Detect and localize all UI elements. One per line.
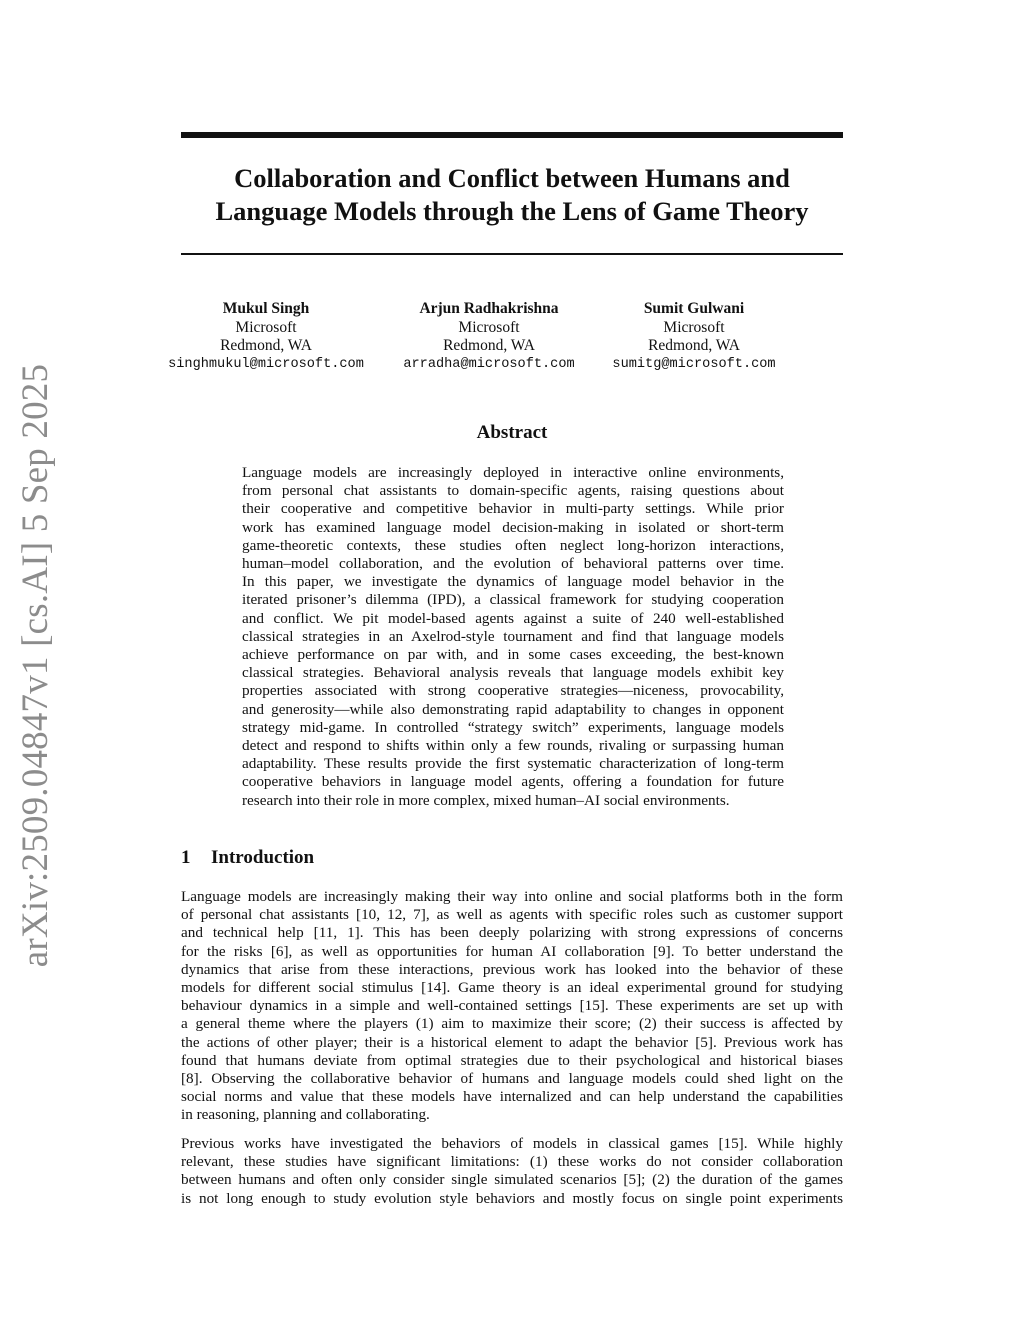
text-line: and conflict. We pit model-based agents against a suite of 240 well-established <box>242 609 784 627</box>
author-email: sumitg@microsoft.com <box>612 356 776 372</box>
text-line: social norms and value that these models have internalized and can help understand the capabilities <box>181 1088 843 1106</box>
text-line: in reasoning, planning and collaborating. <box>181 1106 430 1124</box>
text-line: properties associated with strong cooperative strategies—niceness, provocability, <box>242 682 784 700</box>
section-heading-introduction <box>181 846 843 870</box>
title-line: Language Models through the Lens of Game Theory <box>215 196 809 226</box>
text-line: human–model collaboration, and the evolution of behavioral patterns over time. <box>242 555 784 573</box>
author-name: Sumit Gulwani <box>643 300 745 317</box>
text-line: strategy mid-game. In controlled “strategy switch” experiments, language models <box>242 718 784 736</box>
text-line: [8]. Observing the collaborative behavior of humans and language models could shed light on the <box>181 1070 843 1088</box>
text-line: iterated prisoner’s dilemma (IPD), a classical framework for studying cooperation <box>242 591 784 609</box>
text-line: achieve performance on par with, and in some cases exceeding, the best-known <box>242 646 784 664</box>
title-line: Collaboration and Conflict between Humans and <box>234 163 790 193</box>
text-line: cooperative behaviors in language model agents, offering a foundation for future <box>242 773 784 791</box>
text-line: detect and respond to shifts within only a few rounds, rivaling or surpassing human <box>242 737 784 755</box>
author-location: Redmond, WA <box>648 337 740 354</box>
text-line: classical strategies. Behavioral analysis reveals that language models exhibit key <box>242 664 784 682</box>
text-line: work has examined language model decision-making in isolated or short-term <box>242 518 784 536</box>
text-line: In this paper, we investigate the dynamics of language model behavior in the <box>242 573 784 591</box>
abstract-heading: Abstract <box>476 422 548 443</box>
text-line: behaviour dynamics in a simple and well-contained settings [15]. These experiments are set up with <box>181 997 843 1015</box>
author-entry <box>554 300 834 374</box>
abstract-text <box>242 464 784 810</box>
introduction-paragraph <box>181 888 843 1125</box>
text-line: dynamics that arise from these interactions, previous work has looked into the behavior of these <box>181 960 843 978</box>
title-top-rule <box>181 132 843 138</box>
author-affiliation: Microsoft <box>458 318 520 336</box>
text-line: Previous works have investigated the behaviors of models in classical games [15]. While highly <box>181 1135 843 1152</box>
author-location: Redmond, WA <box>220 337 312 354</box>
text-line: of personal chat assistants [10, 12, 7], as well as agents with specific roles such as customer support <box>181 906 843 924</box>
introduction-paragraph <box>181 1135 843 1208</box>
text-line: is not long enough to study evolution style behaviors and mostly focus on single point experiments <box>181 1189 843 1207</box>
author-affiliation: Microsoft <box>663 318 725 336</box>
section-number: 1 <box>181 847 191 868</box>
text-line: game-theoretic contexts, these studies often neglect long-horizon interactions, <box>242 536 784 554</box>
text-line: relevant, these studies have significant limitations: (1) these works do not consider collaboration <box>181 1153 843 1171</box>
arxiv-identifier-stamp <box>6 363 66 967</box>
title-bottom-rule <box>181 253 843 255</box>
author-email: singhmukul@microsoft.com <box>168 356 364 372</box>
text-line: between humans and often only consider single simulated scenarios [5]; (2) the duration of the games <box>181 1171 843 1189</box>
text-line: and generosity—while also demonstrating rapid adaptability to changes in opponent <box>242 700 784 718</box>
text-line: the actions of other player; their is a historical element to adapt the behavior [5]. Previous work has <box>181 1033 843 1051</box>
text-line: adaptability. These results provide the first systematic characterization of long-term <box>242 755 784 773</box>
text-line: from personal chat assistants to domain-specific agents, raising questions about <box>242 482 784 500</box>
text-line: for the risks [6], as well as opportunities for human AI collaboration [9]. To better understand the <box>181 942 843 960</box>
text-line: and technical help [11, 1]. This has been deeply polarizing with strong expressions of concerns <box>181 924 843 942</box>
author-location: Redmond, WA <box>443 337 535 354</box>
text-line: models for different social stimulus [14]. Game theory is an ideal experimental ground for studying <box>181 979 843 997</box>
author-block <box>168 300 843 380</box>
text-line: a general theme where the players (1) aim to maximize their score; (2) their success is affected by <box>181 1015 843 1033</box>
author-affiliation: Microsoft <box>235 318 297 336</box>
text-line: research into their role in more complex, mixed human–AI social environments. <box>242 791 730 809</box>
text-line: Language models are increasingly deployed in interactive online environments, <box>242 464 784 481</box>
author-name: Arjun Radhakrishna <box>419 300 559 317</box>
author-email: arradha@microsoft.com <box>403 356 575 372</box>
author-name: Mukul Singh <box>222 300 310 317</box>
section-title: Introduction <box>211 847 315 868</box>
text-line: classical strategies in an Axelrod-style tournament and find that language models <box>242 627 784 645</box>
text-line: Language models are increasingly making their way into online and social platforms both in the form <box>181 888 843 905</box>
text-line: found that humans deviate from optimal strategies due to their psychological and historical biases <box>181 1051 843 1069</box>
arxiv-identifier-text: arXiv:2509.04847v1 [cs.AI] 5 Sep 2025 <box>15 363 57 967</box>
paper-title <box>181 162 843 228</box>
text-line: their cooperative and competitive behavior in multi-party settings. While prior <box>242 500 784 518</box>
